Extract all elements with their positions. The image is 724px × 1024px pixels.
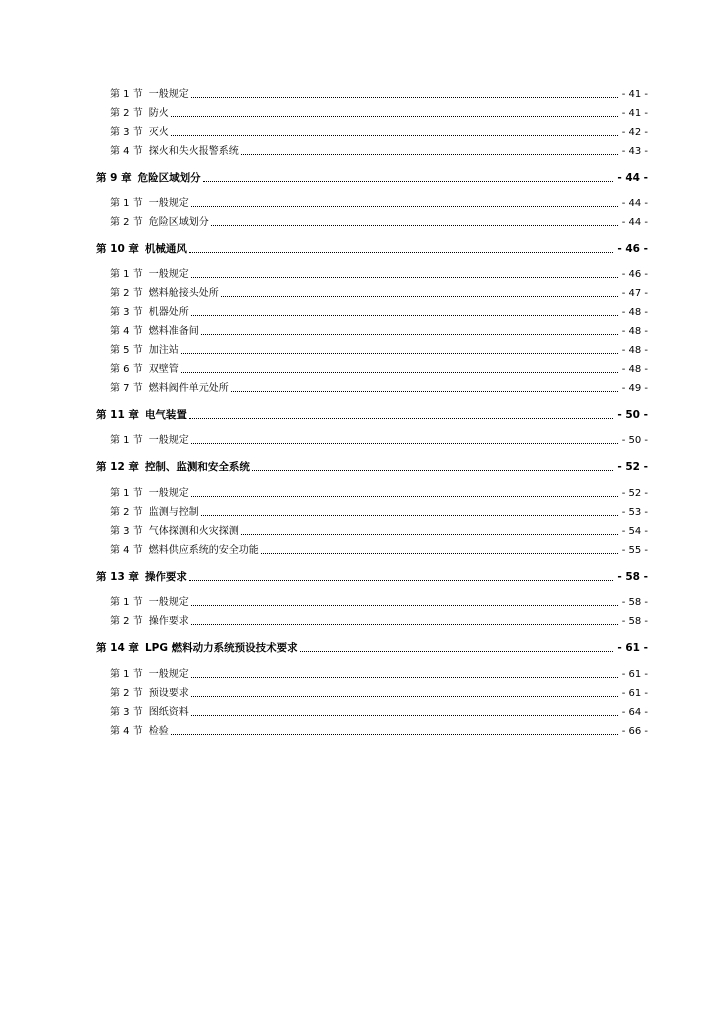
dot-leader bbox=[191, 315, 618, 316]
toc-entry-section[interactable] bbox=[110, 327, 648, 337]
section-number: 第 1 节 bbox=[110, 597, 143, 608]
section-title: 一般规定 bbox=[148, 435, 189, 446]
toc-entry-section[interactable] bbox=[110, 546, 648, 556]
section-title: 气体探测和火灾探测 bbox=[148, 526, 239, 537]
section-title: 一般规定 bbox=[148, 269, 189, 280]
page-number: - 44 - bbox=[621, 217, 648, 228]
page-number: - 66 - bbox=[621, 726, 648, 737]
dot-leader bbox=[221, 296, 618, 297]
section-title: 图纸资料 bbox=[148, 707, 189, 718]
page-number: - 44 - bbox=[621, 198, 648, 209]
dot-leader bbox=[191, 97, 618, 98]
page-number: - 43 - bbox=[621, 146, 648, 157]
section-title: 燃料准备间 bbox=[148, 326, 199, 337]
toc-entry-section[interactable] bbox=[110, 527, 648, 537]
dot-leader bbox=[191, 715, 618, 716]
toc-entry-section[interactable] bbox=[110, 218, 648, 228]
page-number: - 61 - bbox=[617, 642, 648, 654]
chapter-title: 危险区域划分 bbox=[137, 172, 201, 184]
section-title: 防火 bbox=[148, 108, 169, 119]
section-number: 第 3 节 bbox=[110, 707, 143, 718]
dot-leader bbox=[171, 116, 618, 117]
section-number: 第 1 节 bbox=[110, 198, 143, 209]
toc-entry-section[interactable] bbox=[110, 109, 648, 119]
toc-entry-section[interactable] bbox=[110, 689, 648, 699]
page-number: - 41 - bbox=[621, 89, 648, 100]
section-number: 第 1 节 bbox=[110, 89, 143, 100]
page-number: - 54 - bbox=[621, 526, 648, 537]
section-number: 第 3 节 bbox=[110, 526, 143, 537]
dot-leader bbox=[181, 372, 618, 373]
toc-entry-section[interactable] bbox=[110, 384, 648, 394]
chapter-number: 第 10 章 bbox=[96, 243, 139, 255]
toc-entry-section[interactable] bbox=[110, 199, 648, 209]
dot-leader bbox=[241, 534, 618, 535]
page-number: - 50 - bbox=[617, 409, 648, 421]
chapter-number: 第 13 章 bbox=[96, 571, 139, 583]
section-title: 探火和失火报警系统 bbox=[148, 146, 239, 157]
section-title: 一般规定 bbox=[148, 597, 189, 608]
toc-entry-section[interactable] bbox=[110, 727, 648, 737]
dot-leader bbox=[191, 443, 618, 444]
dot-leader bbox=[252, 470, 613, 471]
chapter-number: 第 9 章 bbox=[96, 172, 132, 184]
dot-leader bbox=[231, 391, 618, 392]
chapter-number: 第 11 章 bbox=[96, 409, 139, 421]
toc-entry-section[interactable] bbox=[110, 147, 648, 157]
section-number: 第 6 节 bbox=[110, 364, 143, 375]
page-number: - 61 - bbox=[621, 669, 648, 680]
dot-leader bbox=[201, 334, 618, 335]
page-number: - 49 - bbox=[621, 383, 648, 394]
section-title: 双壁管 bbox=[148, 364, 179, 375]
dot-leader bbox=[241, 154, 618, 155]
toc-entry-section[interactable] bbox=[110, 670, 648, 680]
section-number: 第 2 节 bbox=[110, 288, 143, 299]
toc-entry-section[interactable] bbox=[110, 508, 648, 518]
section-title: 燃料舱接头处所 bbox=[148, 288, 219, 299]
page-number: - 50 - bbox=[621, 435, 648, 446]
page-number: - 42 - bbox=[621, 127, 648, 138]
dot-leader bbox=[189, 580, 613, 581]
dot-leader bbox=[191, 605, 618, 606]
page-number: - 46 - bbox=[621, 269, 648, 280]
section-title: 检验 bbox=[148, 726, 169, 737]
section-number: 第 4 节 bbox=[110, 146, 143, 157]
page-number: - 47 - bbox=[621, 288, 648, 299]
page-number: - 52 - bbox=[621, 488, 648, 499]
section-title: 操作要求 bbox=[148, 616, 189, 627]
dot-leader bbox=[191, 277, 618, 278]
dot-leader bbox=[300, 651, 614, 652]
toc-entry-section[interactable] bbox=[110, 270, 648, 280]
page-number: - 58 - bbox=[621, 616, 648, 627]
page-number: - 55 - bbox=[621, 545, 648, 556]
section-title: 燃料阀件单元处所 bbox=[148, 383, 229, 394]
page-number: - 58 - bbox=[617, 571, 648, 583]
section-number: 第 1 节 bbox=[110, 488, 143, 499]
page-number: - 61 - bbox=[621, 688, 648, 699]
page-number: - 64 - bbox=[621, 707, 648, 718]
toc-entry-section[interactable] bbox=[110, 90, 648, 100]
page-number: - 53 - bbox=[621, 507, 648, 518]
section-number: 第 1 节 bbox=[110, 435, 143, 446]
page-number: - 48 - bbox=[621, 307, 648, 318]
section-number: 第 3 节 bbox=[110, 307, 143, 318]
section-number: 第 1 节 bbox=[110, 269, 143, 280]
page-number: - 48 - bbox=[621, 364, 648, 375]
section-title: 一般规定 bbox=[148, 198, 189, 209]
toc-entry-chapter[interactable] bbox=[96, 643, 648, 654]
section-title: 监测与控制 bbox=[148, 507, 199, 518]
chapter-number: 第 12 章 bbox=[96, 461, 139, 473]
section-title: 一般规定 bbox=[148, 669, 189, 680]
chapter-number: 第 14 章 bbox=[96, 642, 139, 654]
chapter-title: 控制、监测和安全系统 bbox=[144, 461, 250, 473]
section-title: 燃料供应系统的安全功能 bbox=[148, 545, 259, 556]
dot-leader bbox=[189, 252, 613, 253]
page-number: - 48 - bbox=[621, 326, 648, 337]
dot-leader bbox=[203, 181, 614, 182]
dot-leader bbox=[191, 624, 618, 625]
dot-leader bbox=[181, 353, 618, 354]
dot-leader bbox=[189, 418, 613, 419]
section-number: 第 1 节 bbox=[110, 669, 143, 680]
toc-entry-section[interactable] bbox=[110, 289, 648, 299]
section-title: 一般规定 bbox=[148, 488, 189, 499]
toc-entry-section[interactable] bbox=[110, 489, 648, 499]
toc-entry-section[interactable] bbox=[110, 598, 648, 608]
page-number: - 46 - bbox=[617, 243, 648, 255]
section-title: 灭火 bbox=[148, 127, 169, 138]
toc-entry-section[interactable] bbox=[110, 128, 648, 138]
section-number: 第 2 节 bbox=[110, 616, 143, 627]
section-number: 第 4 节 bbox=[110, 545, 143, 556]
toc-entry-section[interactable] bbox=[110, 308, 648, 318]
chapter-title: LPG 燃料动力系统预设技术要求 bbox=[144, 642, 298, 654]
toc-entry-section[interactable] bbox=[110, 708, 648, 718]
page-number: - 58 - bbox=[621, 597, 648, 608]
toc-entry-chapter[interactable] bbox=[96, 173, 648, 184]
dot-leader bbox=[191, 496, 618, 497]
toc-entry-chapter[interactable] bbox=[96, 572, 648, 583]
section-number: 第 4 节 bbox=[110, 726, 143, 737]
section-number: 第 2 节 bbox=[110, 688, 143, 699]
dot-leader bbox=[261, 553, 618, 554]
toc-entry-section[interactable] bbox=[110, 346, 648, 356]
section-title: 一般规定 bbox=[148, 89, 189, 100]
dot-leader bbox=[191, 206, 618, 207]
chapter-title: 电气装置 bbox=[144, 409, 187, 421]
section-number: 第 5 节 bbox=[110, 345, 143, 356]
section-number: 第 2 节 bbox=[110, 108, 143, 119]
section-title: 预设要求 bbox=[148, 688, 189, 699]
page-number: - 48 - bbox=[621, 345, 648, 356]
toc-entry-chapter[interactable] bbox=[96, 244, 648, 255]
page-number: - 52 - bbox=[617, 461, 648, 473]
dot-leader bbox=[211, 225, 618, 226]
toc-entry-section[interactable] bbox=[110, 436, 648, 446]
chapter-title: 机械通风 bbox=[144, 243, 187, 255]
section-title: 危险区域划分 bbox=[148, 217, 209, 228]
section-title: 机器处所 bbox=[148, 307, 189, 318]
page-number: - 44 - bbox=[617, 172, 648, 184]
chapter-title: 操作要求 bbox=[144, 571, 187, 583]
toc-entry-chapter[interactable] bbox=[96, 410, 648, 421]
dot-leader bbox=[171, 734, 618, 735]
dot-leader bbox=[201, 515, 618, 516]
section-number: 第 2 节 bbox=[110, 217, 143, 228]
dot-leader bbox=[171, 135, 618, 136]
section-number: 第 3 节 bbox=[110, 127, 143, 138]
page-number: - 41 - bbox=[621, 108, 648, 119]
section-title: 加注站 bbox=[148, 345, 179, 356]
section-number: 第 4 节 bbox=[110, 326, 143, 337]
section-number: 第 7 节 bbox=[110, 383, 143, 394]
section-number: 第 2 节 bbox=[110, 507, 143, 518]
toc-entry-chapter[interactable] bbox=[96, 462, 648, 473]
toc-entry-section[interactable] bbox=[110, 617, 648, 627]
dot-leader bbox=[191, 677, 618, 678]
toc-entry-section[interactable] bbox=[110, 365, 648, 375]
dot-leader bbox=[191, 696, 618, 697]
